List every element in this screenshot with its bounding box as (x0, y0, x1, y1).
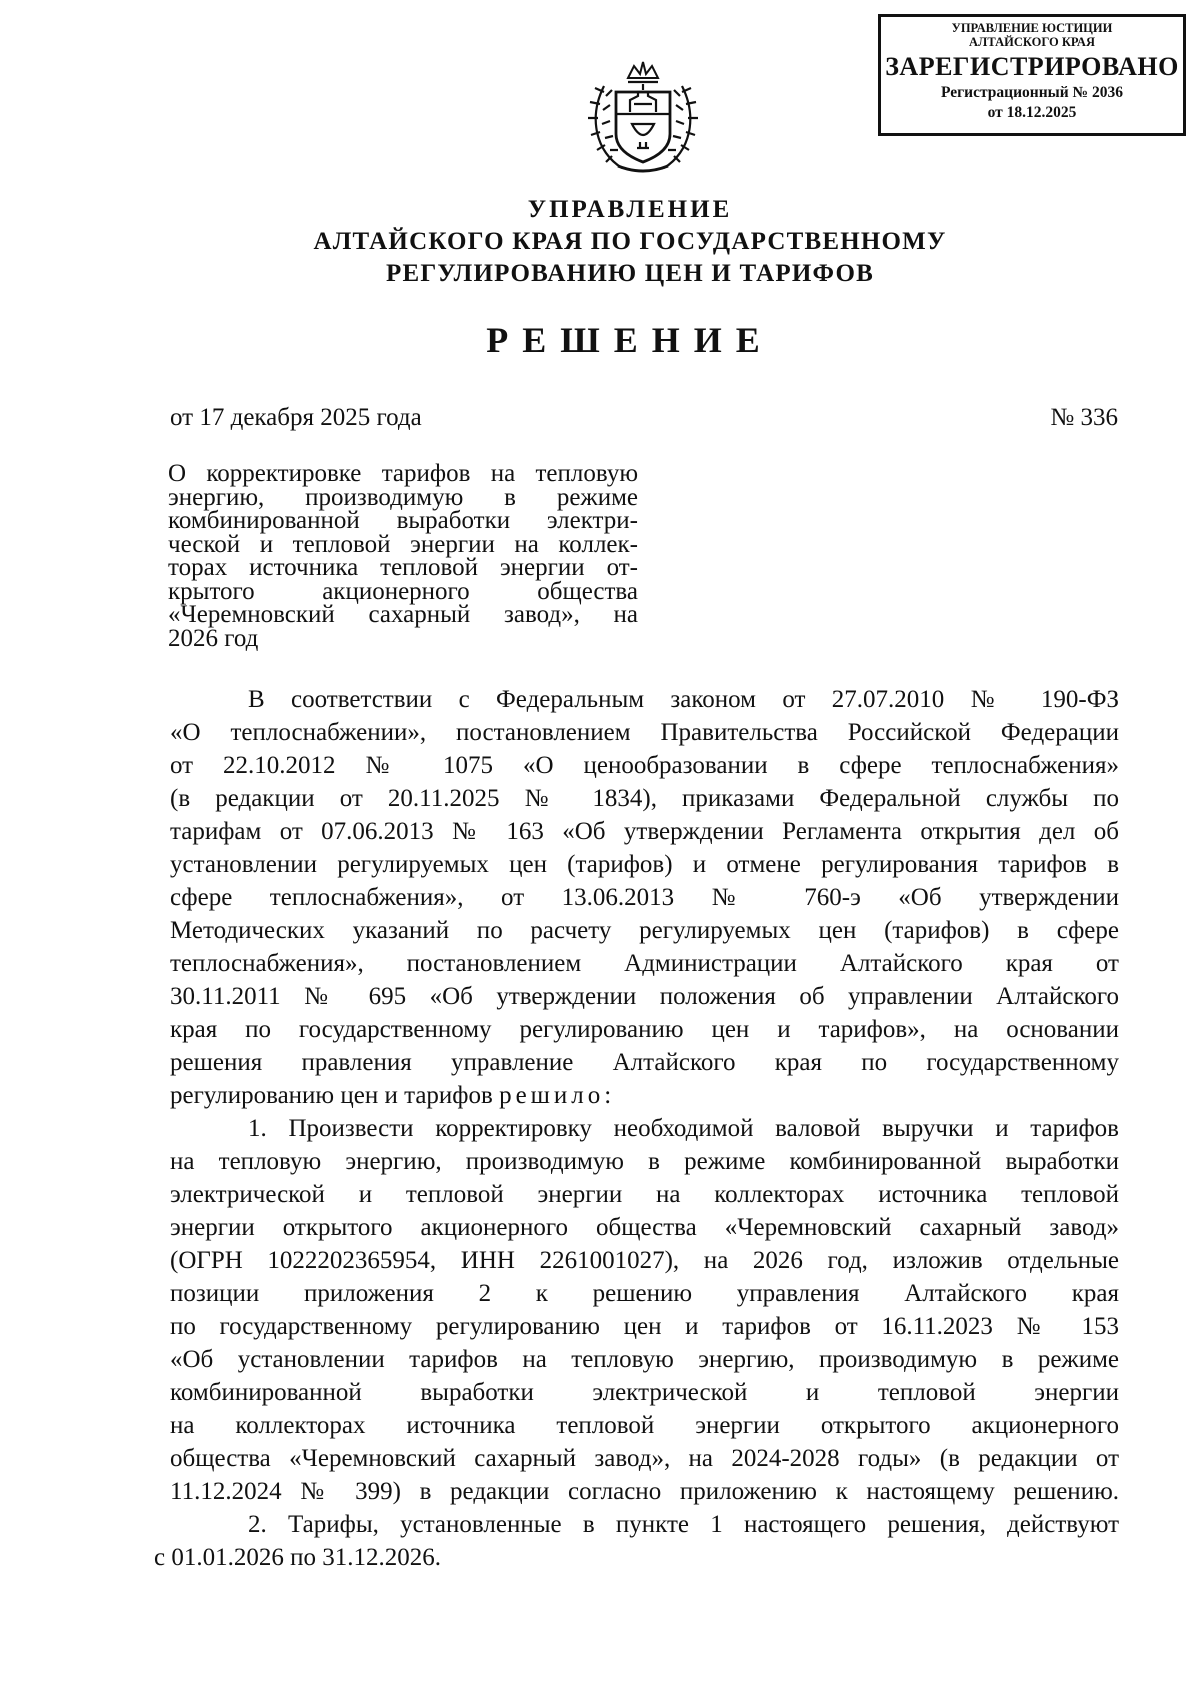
registration-stamp (878, 14, 1186, 136)
stamp-authority-line1: УПРАВЛЕНИЕ ЮСТИЦИИ (951, 21, 1113, 35)
body-line: электрической и тепловой энергии на коллекторах источника тепловой (170, 1181, 1119, 1208)
stamp-status: ЗАРЕГИСТРИРОВАНО (885, 52, 1179, 81)
body-line: теплоснабжения», постановлением Администрации Алтайского края от (170, 950, 1119, 977)
body-line-text: регулированию цен и тарифов (170, 1082, 493, 1109)
stamp-authority-line2: АЛТАЙСКОГО КРАЯ (969, 35, 1095, 49)
decided-word: решило: (499, 1082, 616, 1109)
body-line: тарифам от 07.06.2013 № 163 «Об утверждении Регламента открытия дел об (170, 818, 1119, 845)
document-body (154, 683, 1119, 1574)
body-line: решения правления управление Алтайского края по государственному (170, 1049, 1119, 1076)
body-line-decision (170, 1079, 1119, 1112)
subject-line: ческой и тепловой энергии на коллек- (168, 530, 638, 558)
stamp-reg-date: от 18.12.2025 (987, 104, 1077, 121)
body-line: по государственному регулированию цен и тарифов от 16.11.2023 № 153 (170, 1313, 1119, 1340)
org-name-line3: РЕГУЛИРОВАНИЮ ЦЕН И ТАРИФОВ (385, 260, 874, 287)
body-line: 2. Тарифы, установленные в пункте 1 настоящего решения, действуют (248, 1511, 1119, 1538)
subject-line: энергию, производимую в режиме (168, 483, 638, 511)
subject-line: 2026 год (168, 624, 259, 652)
body-line: установлении регулируемых цен (тарифов) и отмене регулирования тарифов в (170, 851, 1119, 878)
subject-line: комбинированной выработки электри- (168, 507, 638, 534)
body-line: общества «Черемновский сахарный завод», на 2024-2028 годы» (в редакции от (170, 1445, 1119, 1472)
coat-of-arms-emblem-icon (582, 52, 704, 178)
stamp-reg-number: Регистрационный № 2036 (941, 84, 1123, 101)
body-line: на коллекторах источника тепловой энергии открытого акционерного (170, 1412, 1119, 1439)
body-line: с 01.01.2026 по 31.12.2026. (154, 1544, 441, 1571)
document-date: от 17 декабря 2025 года (170, 404, 422, 431)
body-line: «О теплоснабжении», постановлением Правительства Российской Федерации (170, 719, 1119, 746)
body-line: «Об установлении тарифов на тепловую энергию, производимую в режиме (170, 1346, 1119, 1373)
body-line: края по государственному регулированию цен и тарифов», на основании (170, 1016, 1119, 1043)
subject-line: «Черемновский сахарный завод», на (168, 601, 638, 628)
body-line: энергии открытого акционерного общества «Черемновский сахарный завод» (170, 1214, 1119, 1241)
body-line: комбинированной выработки электрической и тепловой энергии (170, 1379, 1119, 1406)
body-line: сфере теплоснабжения», от 13.06.2013 № 760-э «Об утверждении (170, 884, 1119, 911)
body-line: (ОГРН 1022202365954, ИНН 2261001027), на 2026 год, изложив отдельные (170, 1247, 1119, 1274)
body-line: (в редакции от 20.11.2025 № 1834), приказами Федеральной службы по (170, 785, 1119, 812)
body-line: В соответствии с Федеральным законом от 27.07.2010 № 190-ФЗ (248, 686, 1119, 713)
subject-line: крытого акционерного общества (168, 577, 638, 605)
body-line: от 22.10.2012 № 1075 «О ценообразовании в сфере теплоснабжения» (170, 752, 1119, 779)
body-line: 30.11.2011 № 695 «Об утверждении положения об управлении Алтайского (170, 983, 1119, 1010)
subject-line: торах источника тепловой энергии от- (168, 554, 638, 581)
body-line: 1. Произвести корректировку необходимой валовой выручки и тарифов (248, 1115, 1119, 1142)
body-line: Методических указаний по расчету регулируемых цен (тарифов) в сфере (170, 917, 1119, 944)
org-name-line1: УПРАВЛЕНИЕ (527, 196, 733, 223)
body-line: позиции приложения 2 к решению управления Алтайского края (170, 1280, 1119, 1307)
document-subject (168, 462, 638, 650)
document-number: № 336 (1050, 404, 1118, 431)
body-line: 11.12.2024 № 399) в редакции согласно приложению к настоящему решению. (170, 1478, 1119, 1505)
body-line: на тепловую энергию, производимую в режиме комбинированной выработки (170, 1148, 1119, 1175)
document-title: РЕШЕНИЕ (486, 320, 774, 360)
subject-line: О корректировке тарифов на тепловую (168, 460, 638, 487)
org-name-line2: АЛТАЙСКОГО КРАЯ ПО ГОСУДАРСТВЕННОМУ (313, 228, 947, 255)
